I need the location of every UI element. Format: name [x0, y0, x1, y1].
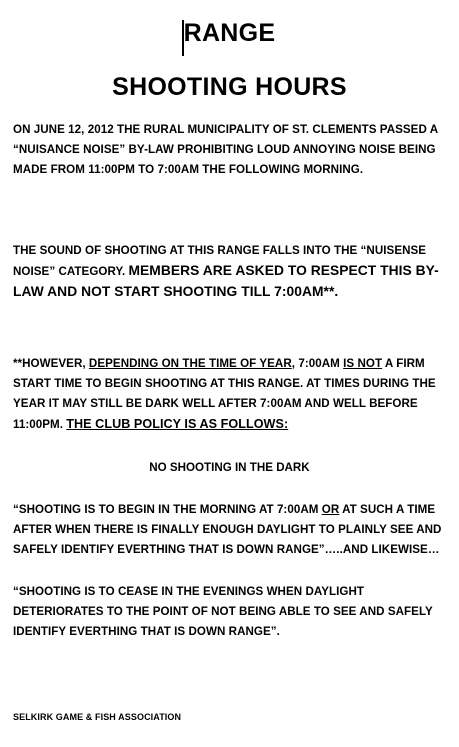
nuisance-noise-paragraph [13, 241, 445, 303]
start-time-text: , 7:00AM [291, 357, 344, 370]
bylaw-paragraph: ON JUNE 12, 2012 THE RURAL MUNICIPALITY OF ST. CLEMENTS PASSED A “NUISANCE NOISE” BY-LAW PROHIBITING LOUD ANNOYING NOISE BEING MADE FROM 11:00PM TO 7:00AM THE FOLLOWING MORNING. [13, 123, 438, 176]
morning-policy-paragraph [13, 500, 445, 560]
page-subtitle: SHOOTING HOURS [112, 73, 347, 101]
dark-times-text: A FIRM START TIME TO BEGIN SHOOTING AT THIS RANGE. AT TIMES DURING THE YEAR IT MAY STILL BE DARK WELL AFTER 7:00AM AND WELL BEFORE 11:00PM. [13, 357, 436, 431]
no-shooting-heading: NO SHOOTING IN THE DARK [149, 461, 310, 474]
evening-policy-paragraph: “SHOOTING IS TO CEASE IN THE EVENINGS WHEN DAYLIGHT DETERIORATES TO THE POINT OF NOT BEING ABLE TO SEE AND SAFELY IDENTIFY EVERTHING THAT IS DOWN RANGE”. [13, 585, 433, 638]
morning-start-text: “SHOOTING IS TO BEGIN IN THE MORNING AT 7:00AM [13, 503, 322, 516]
members-request-text: MEMBERS ARE ASKED TO RESPECT THIS BY-LAW AND NOT START SHOOTING TILL 7:00AM**. [13, 263, 439, 299]
however-paragraph [13, 354, 445, 435]
time-of-year-text: DEPENDING ON THE TIME OF YEAR [88, 357, 292, 370]
or-text: OR [321, 503, 340, 516]
however-text: **HOWEVER, [13, 357, 89, 370]
association-footer: SELKIRK GAME & FISH ASSOCIATION [13, 712, 182, 722]
club-policy-text: THE CLUB POLICY IS AS FOLLOWS: [66, 417, 289, 431]
is-not-text: IS NOT [343, 357, 383, 370]
page-title: RANGE [183, 19, 276, 47]
nuisance-noise-text: THE SOUND OF SHOOTING AT THIS RANGE FALLS INTO THE “NUISENSE NOISE” CATEGORY. [13, 244, 427, 278]
daylight-text: AT SUCH A TIME AFTER WHEN THERE IS FINALLY ENOUGH DAYLIGHT TO PLAINLY SEE AND SAFELY IDENTIFY EVERTHING THAT IS DOWN RANGE”…..AND LIKEWISE… [13, 503, 442, 556]
